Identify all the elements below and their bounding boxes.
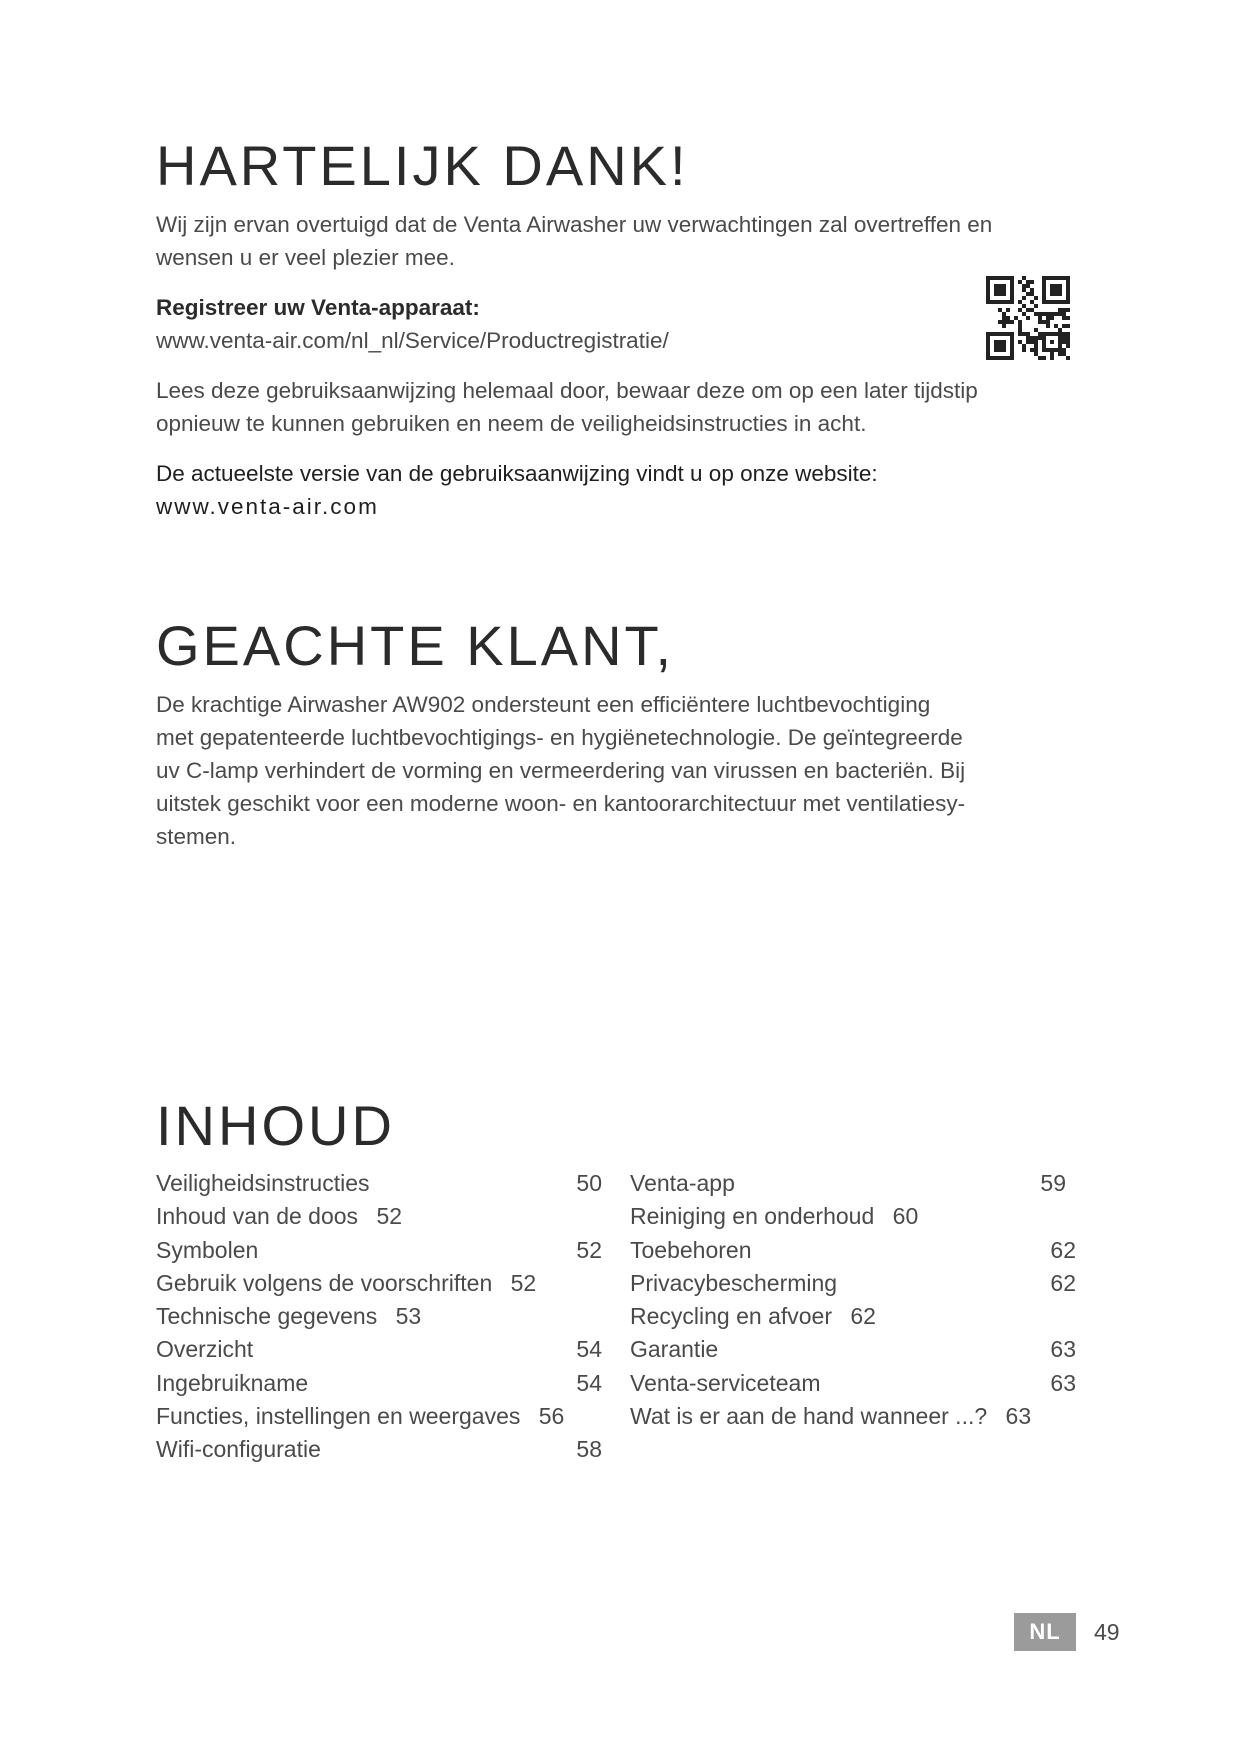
toc-item-title: Inhoud van de doos [156, 1203, 359, 1230]
toc-item-title: Privacybescherming [630, 1269, 838, 1296]
toc-item-page: 54 [576, 1369, 602, 1396]
toc-item-title: Technische gegevens [156, 1303, 378, 1330]
register-url-link[interactable]: www.venta-air.com/nl_nl/Service/Productregistratie/ [156, 328, 669, 353]
latest-version-note: De actueelste versie van de gebruiksaanwijzing vindt u op onze website: [156, 461, 878, 486]
toc-item[interactable] [630, 1367, 1076, 1400]
toc-item-page: 52 [510, 1269, 537, 1296]
toc-item-page: 53 [395, 1303, 422, 1330]
read-instructions-line-1: Lees deze gebruiksaanwijzing helemaal door, bewaar deze om op een later tijdstip [156, 378, 978, 403]
toc-item[interactable] [156, 1367, 602, 1400]
toc-item-title: Ingebruikname [156, 1369, 309, 1396]
toc-item[interactable] [156, 1400, 602, 1433]
toc-item[interactable] [630, 1300, 1076, 1333]
toc-item[interactable] [630, 1200, 1076, 1233]
toc-item-page: 62 [1050, 1269, 1076, 1296]
thanks-intro-line-2: wensen u er veel plezier mee. [156, 245, 455, 270]
customer-text-line-2: met gepatenteerde luchtbevochtigings- en hygiënetechnologie. De geïntegreerde [156, 725, 963, 750]
toc-item-page: 62 [850, 1303, 876, 1330]
toc-heading: INHOUD [156, 1094, 395, 1157]
toc-item-title: Wifi-configuratie [156, 1436, 321, 1463]
toc-item-page: 63 [1050, 1336, 1076, 1363]
qr-code-icon[interactable] [986, 276, 1070, 360]
toc-item[interactable] [630, 1267, 1076, 1300]
toc-item[interactable] [156, 1234, 602, 1267]
toc-item-title: Overzicht [156, 1336, 254, 1363]
toc-item[interactable] [156, 1200, 602, 1233]
toc-item-page: 58 [576, 1436, 602, 1463]
toc-left-column [156, 1167, 602, 1467]
toc-item[interactable] [156, 1333, 602, 1366]
toc-item-title: Wat is er aan de hand wanneer ...? [630, 1403, 988, 1430]
language-badge: NL [1014, 1613, 1076, 1651]
toc-item-title: Functies, instellingen en weergaves [156, 1403, 521, 1430]
page-number: 49 [1094, 1619, 1120, 1645]
thanks-heading: HARTELIJK DANK! [156, 134, 689, 197]
toc-item-page: 54 [576, 1336, 602, 1363]
toc-item-title: Toebehoren [630, 1236, 752, 1263]
toc-item-page: 50 [576, 1170, 602, 1196]
toc-item-title: Venta-app [630, 1170, 735, 1196]
toc-item-page: 59 [1040, 1170, 1066, 1196]
toc-item-page: 63 [1005, 1403, 1032, 1430]
toc-item-title: Garantie [630, 1336, 719, 1363]
register-label: Registreer uw Venta-apparaat: [156, 295, 480, 320]
toc-item-page: 52 [576, 1236, 602, 1263]
toc-item-title: Symbolen [156, 1236, 259, 1263]
website-link[interactable]: www.venta-air.com [156, 494, 379, 519]
toc-item-page: 52 [376, 1203, 403, 1230]
toc-item[interactable] [630, 1400, 1076, 1433]
toc-item-title: Gebruik volgens de voorschriften [156, 1269, 493, 1296]
toc-item[interactable] [156, 1433, 602, 1466]
toc-item-page: 62 [1050, 1236, 1076, 1263]
toc-item-title: Recycling en afvoer [630, 1303, 832, 1330]
customer-text-line-5: stemen. [156, 824, 237, 849]
toc-item[interactable] [630, 1234, 1076, 1267]
toc-item[interactable] [156, 1267, 602, 1300]
customer-text-line-4: uitstek geschikt voor een moderne woon- en kantoorarchitectuur met ventilatiesy- [156, 791, 966, 816]
thanks-intro-line-1: Wij zijn ervan overtuigd dat de Venta Airwasher uw verwachtingen zal overtreffen en [156, 212, 993, 237]
toc-item-page: 60 [892, 1203, 919, 1230]
read-instructions-line-2: opnieuw te kunnen gebruiken en neem de veiligheidsinstructies in acht. [156, 411, 867, 436]
toc-item-title: Venta-serviceteam [630, 1369, 821, 1396]
customer-text-line-1: De krachtige Airwasher AW902 ondersteunt een efficiëntere luchtbevochtiging [156, 692, 931, 717]
toc-item[interactable] [630, 1333, 1076, 1366]
toc-item-title: Veiligheidsinstructies [156, 1170, 370, 1196]
toc-item-page: 63 [1050, 1369, 1076, 1396]
toc-item[interactable] [630, 1167, 1076, 1200]
toc-right-column [630, 1167, 1076, 1433]
customer-text-line-3: uv C-lamp verhindert de vorming en vermeerdering van virussen en bacteriën. Bij [156, 758, 966, 783]
toc-item-title: Reiniging en onderhoud [630, 1203, 875, 1230]
toc-item[interactable] [156, 1167, 602, 1200]
toc-item-page: 56 [538, 1403, 565, 1430]
toc-item[interactable] [156, 1300, 602, 1333]
customer-heading: GEACHTE KLANT, [156, 614, 675, 677]
